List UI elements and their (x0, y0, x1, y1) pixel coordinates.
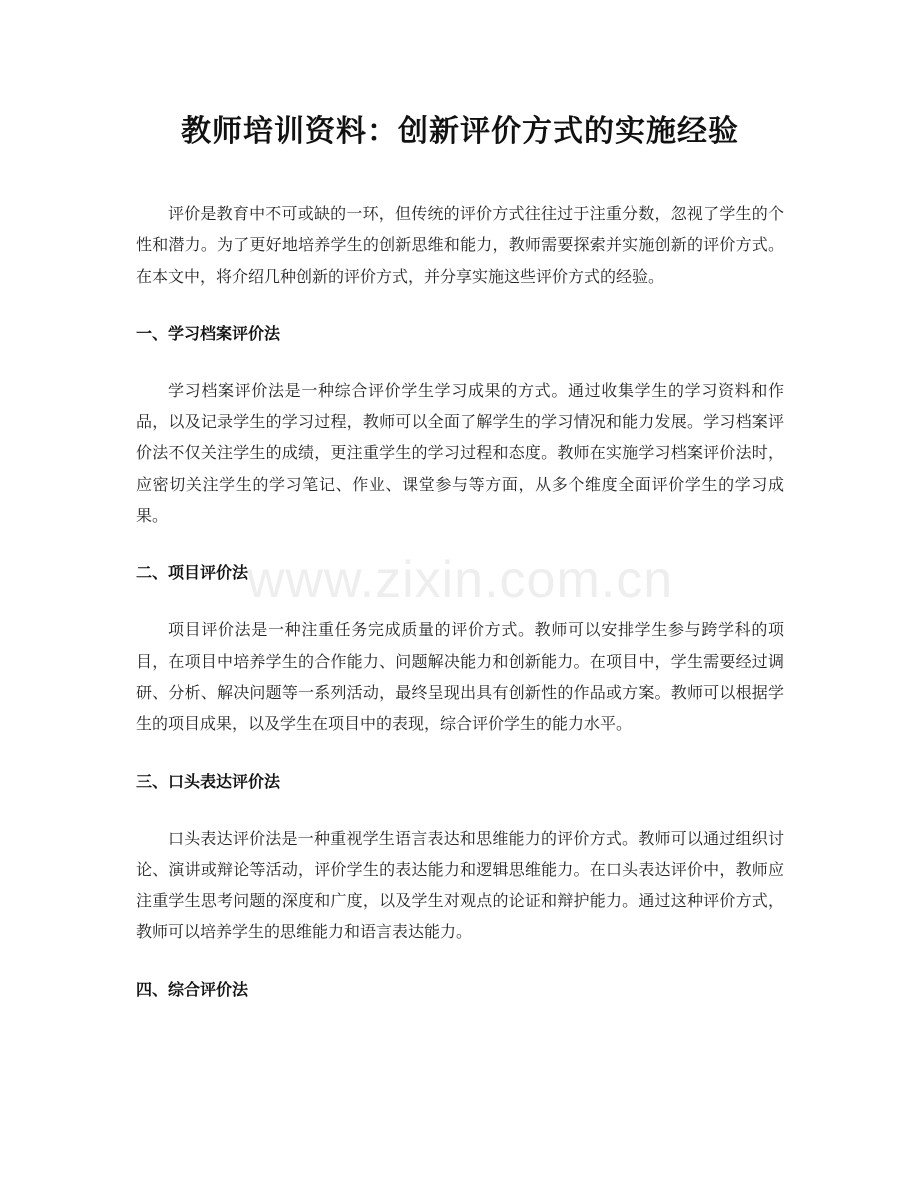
watermark-text: www.zixin.com.cn (246, 551, 674, 609)
section-heading-2: 二、项目评价法 (136, 563, 249, 583)
intro-paragraph: 评价是教育中不可或缺的一环，但传统的评价方式往往过于注重分数，忽视了学生的个性和潜力。为了更好地培养学生的创新思维和能力，教师需要探索并实施创新的评价方式。在本文中，将介绍几种创新的评价方式，并分享实施这些评价方式的经验。 (136, 204, 784, 286)
section-body-2: 项目评价法是一种注重任务完成质量的评价方式。教师可以安排学生参与跨学科的项目，在项目中培养学生的合作能力、问题解决能力和创新能力。在项目中，学生需要经过调研、分析、解决问题等一系列活动，最终呈现出具有创新性的作品或方案。教师可以根据学生的项目成果，以及学生在项目中的表现，综合评价学生的能力水平。 (136, 620, 784, 734)
section-body-3: 口头表达评价法是一种重视学生语言表达和思维能力的评价方式。教师可以通过组织讨论、演讲或辩论等活动，评价学生的表达能力和逻辑思维能力。在口头表达评价中，教师应注重学生思考问题的深度和广度，以及学生对观点的论证和辩护能力。通过这种评价方式，教师可以培养学生的思维能力和语言表达能力。 (136, 828, 784, 942)
section-heading-4: 四、综合评价法 (136, 979, 249, 999)
section-heading-1: 一、学习档案评价法 (136, 323, 281, 343)
section-body-1: 学习档案评价法是一种综合评价学生学习成果的方式。通过收集学生的学习资料和作品，以及记录学生的学习过程，教师可以全面了解学生的学习情况和能力发展。学习档案评价法不仅关注学生的成绩，更注重学生的学习过程和态度。教师在实施学习档案评价法时，应密切关注学生的学习笔记、作业、课堂参与等方面，从多个维度全面评价学生的学习成果。 (136, 380, 784, 526)
section-heading-3: 三、口头表达评价法 (136, 771, 281, 791)
page-title: 教师培训资料：创新评价方式的实施经验 (181, 114, 739, 149)
